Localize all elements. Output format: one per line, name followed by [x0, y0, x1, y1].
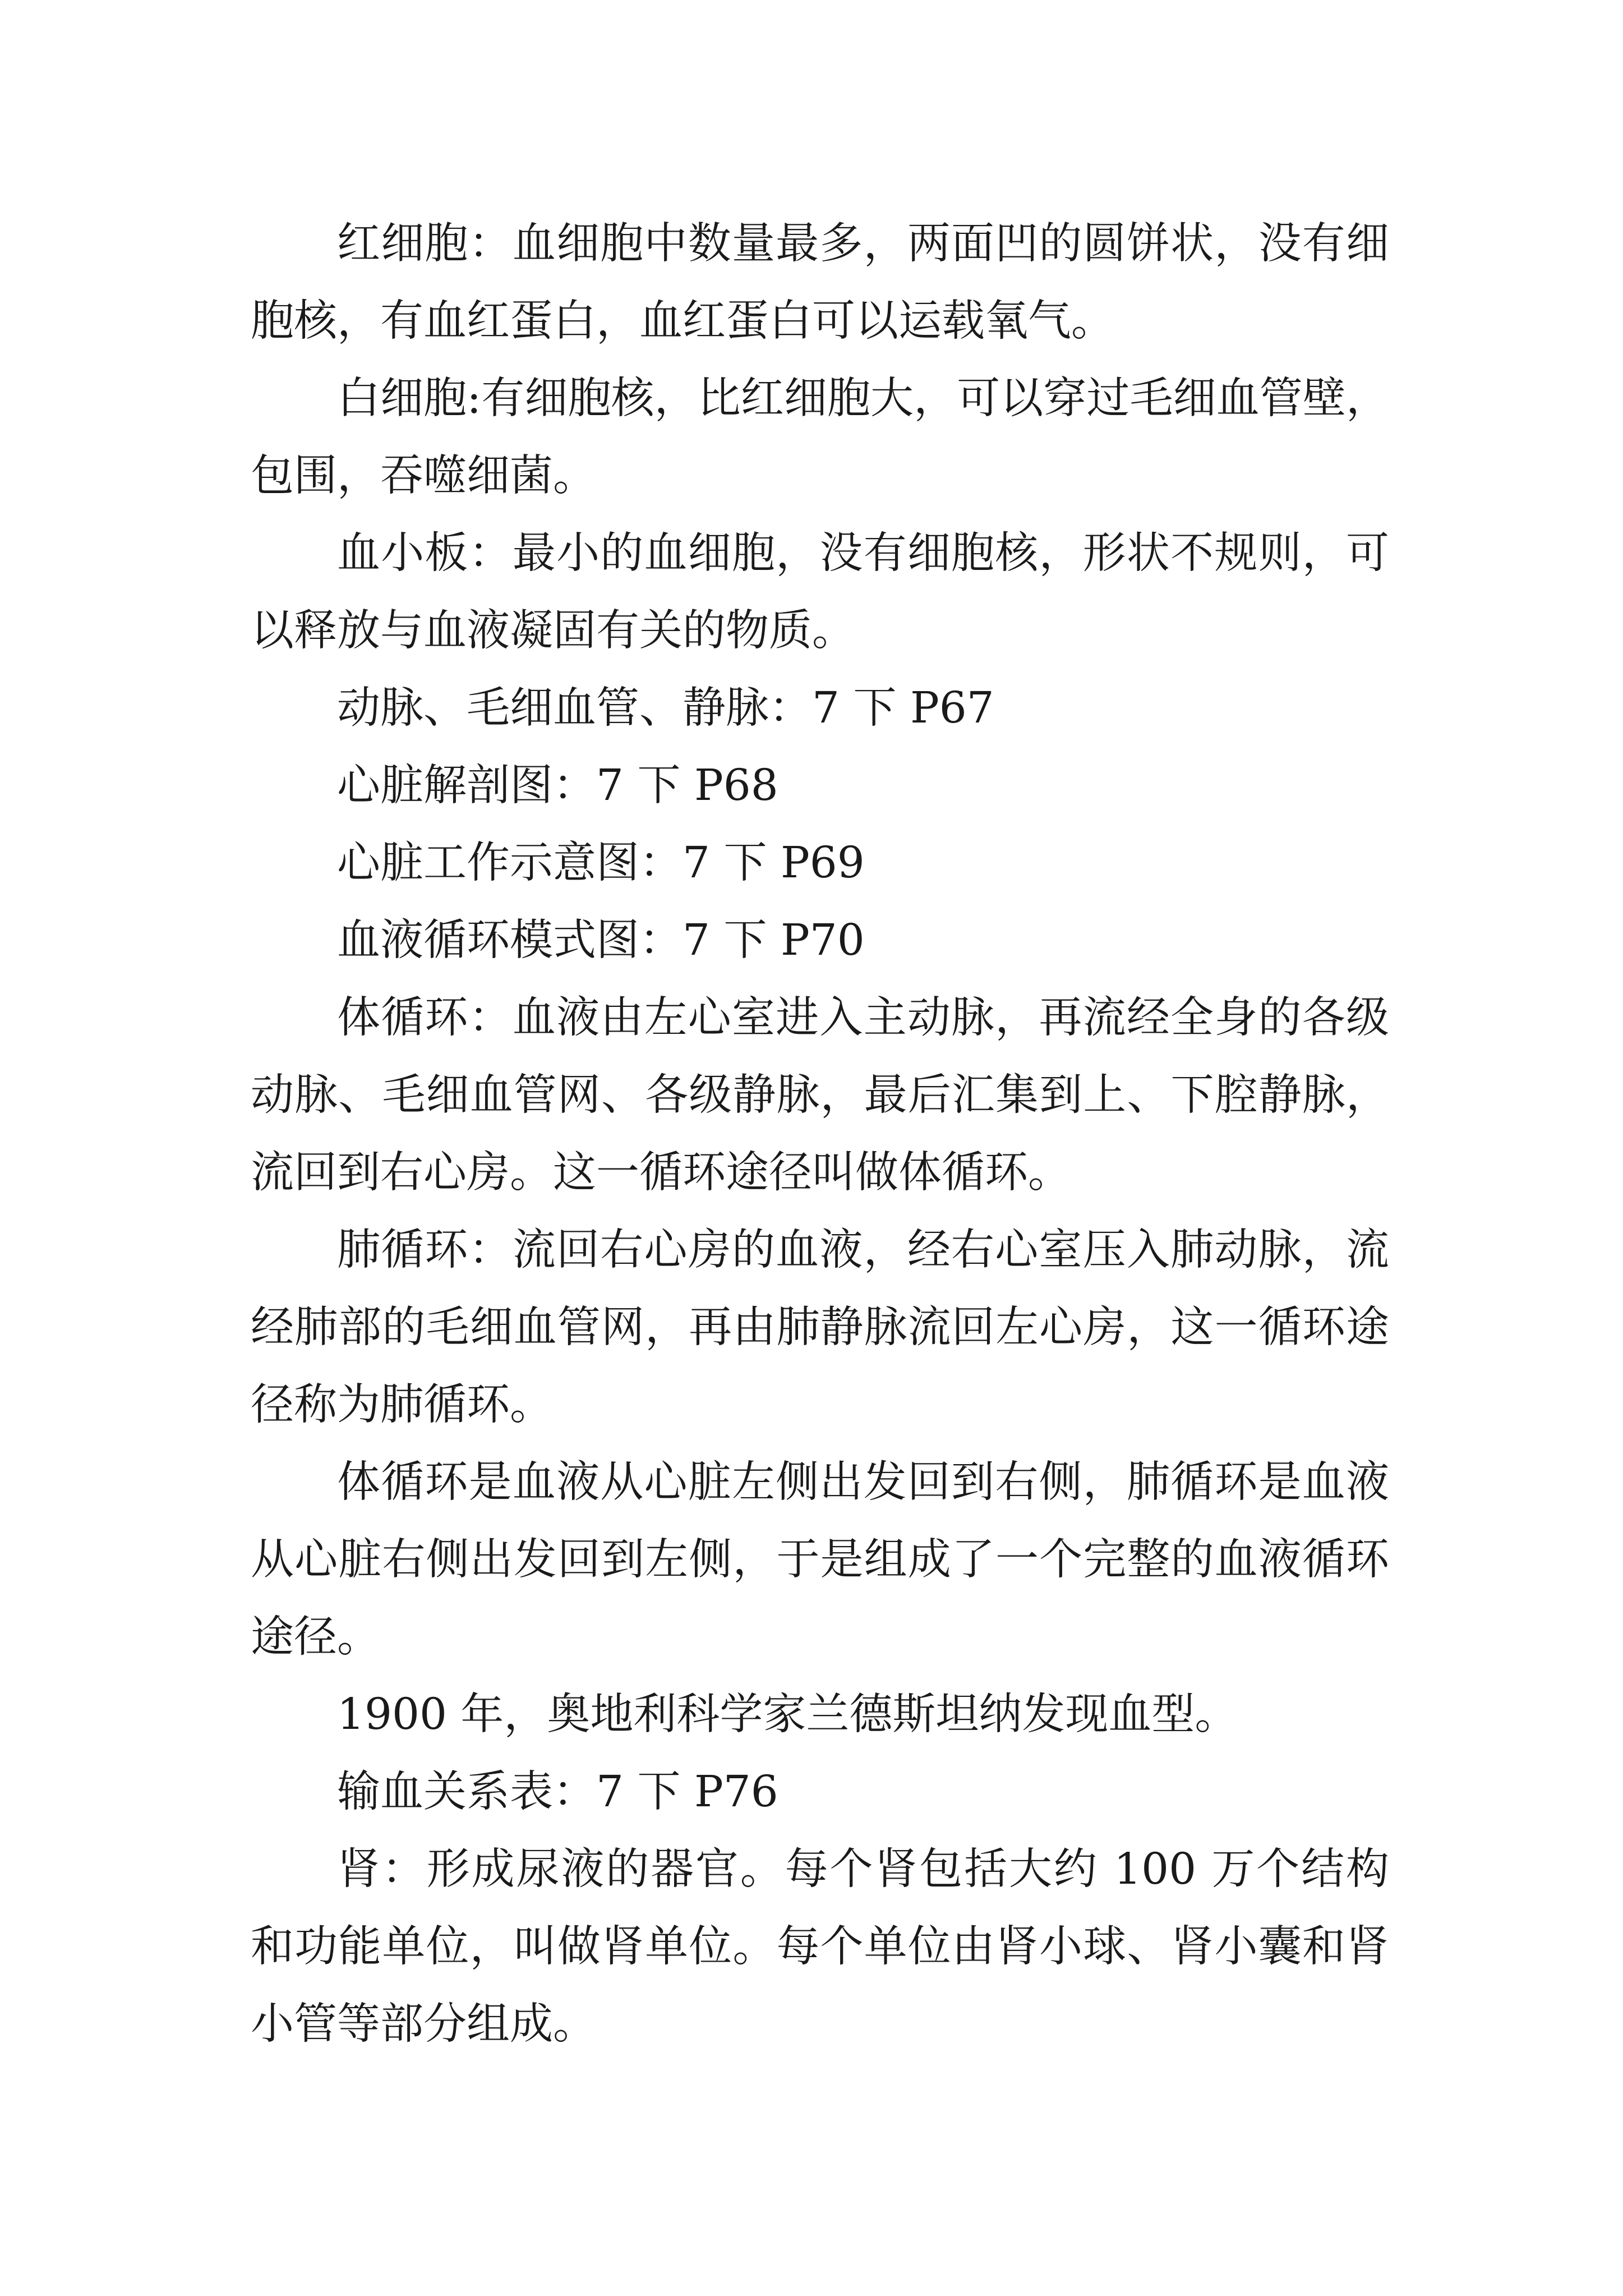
- paragraph-platelet: 血小板：最小的血细胞，没有细胞核，形状不规则，可以释放与血液凝固有关的物质。: [251, 528, 1389, 656]
- document-body: [251, 205, 1389, 2063]
- paragraph-red-blood-cell: 红细胞：血细胞中数量最多，两面凹的圆饼状，没有细胞核，有血红蛋白，血红蛋白可以运载氧气。: [251, 219, 1389, 346]
- paragraph-transfusion-reference: 输血关系表：7 下 P76: [337, 1767, 778, 1817]
- paragraph-heart-anatomy-reference: 心脏解剖图：7 下 P68: [337, 761, 778, 811]
- paragraph-pulmonary-circulation: 肺循环：流回右心房的血液，经右心室压入肺动脉，流经肺部的毛细血管网，再由肺静脉流回左心房，这一循环途径称为肺循环。: [251, 1225, 1389, 1430]
- paragraph-heart-work-reference: 心脏工作示意图：7 下 P69: [337, 838, 865, 888]
- paragraph-white-blood-cell: 白细胞:有细胞核，比红细胞大，可以穿过毛细血管壁，包围，吞噬细菌。: [251, 374, 1389, 501]
- paragraph-circulation-model-reference: 血液循环模式图：7 下 P70: [337, 915, 865, 965]
- paragraph-systemic-circulation: 体循环：血液由左心室进入主动脉，再流经全身的各级动脉、毛细血管网、各级静脉，最后汇集到上、下腔静脉，流回到右心房。这一循环途径叫做体循环。: [251, 993, 1389, 1198]
- paragraph-circulation-summary: 体循环是血液从心脏左侧出发回到右侧，肺循环是血液从心脏右侧出发回到左侧，于是组成了一个完整的血液循环途径。: [251, 1457, 1389, 1662]
- paragraph-vessels-reference: 动脉、毛细血管、静脉：7 下 P67: [337, 683, 994, 733]
- paragraph-kidney: 肾：形成尿液的器官。每个肾包括大约 100 万个结构和功能单位，叫做肾单位。每个单位由肾小球、肾小囊和肾小管等部分组成。: [251, 1844, 1389, 2049]
- paragraph-blood-type-discovery: 1900 年，奥地利科学家兰德斯坦纳发现血型。: [337, 1690, 1238, 1740]
